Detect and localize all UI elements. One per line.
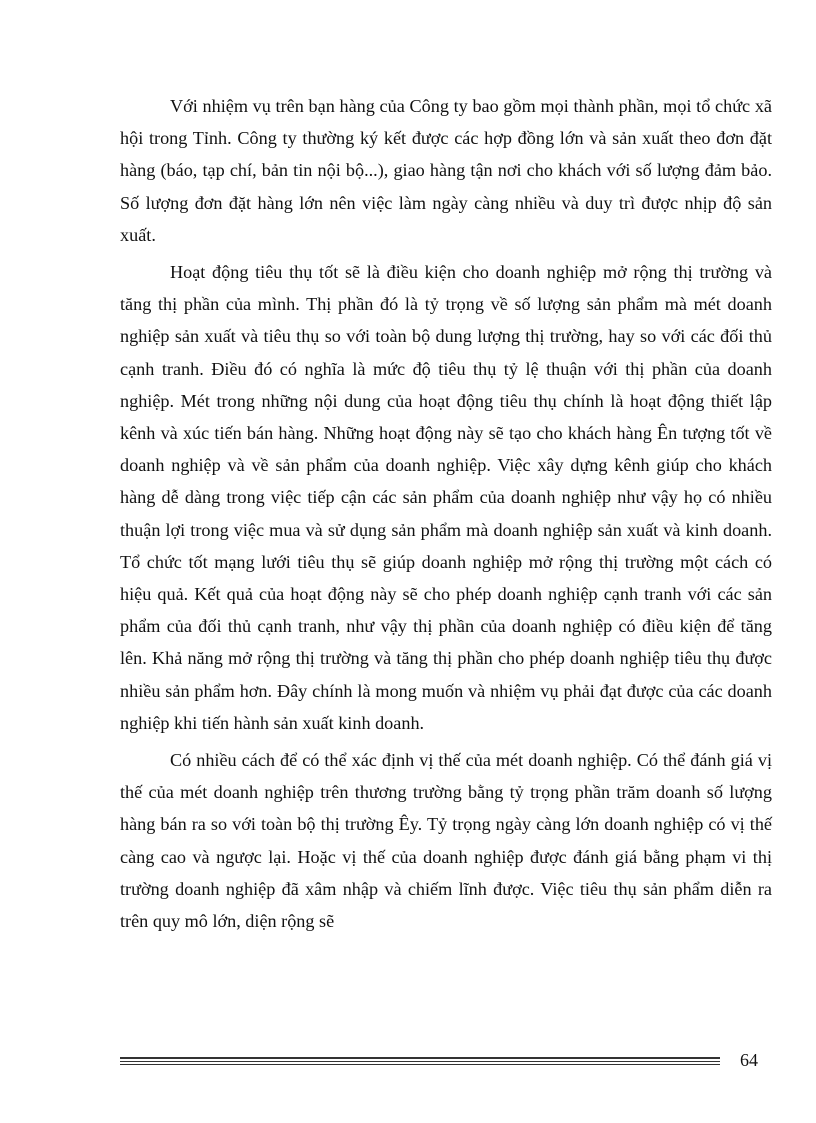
paragraph-2: Hoạt động tiêu thụ tốt sẽ là điều kiện cho doanh nghiệp mở rộng thị trường và tăng thị phần của mình. Thị phần đó là tỷ trọng về số lượng sản phẩm mà mét doanh nghiệp sản xuất và tiêu thụ so với toàn bộ dung lượng thị trường, hay so với các đối thủ cạnh tranh. Điều đó có nghĩa là mức độ tiêu thụ tỷ lệ thuận với thị phần của doanh nghiệp. Mét trong những nội dung của hoạt động tiêu thụ chính là hoạt động thiết lập kênh và xúc tiến bán hàng. Những hoạt động này sẽ tạo cho khách hàng Ên tượng tốt về doanh nghiệp và về sản phẩm của doanh nghiệp. Việc xây dựng kênh giúp cho khách hàng dễ dàng trong việc tiếp cận các sản phẩm của doanh nghiệp như vậy họ có nhiều thuận lợi trong việc mua và sử dụng sản phẩm mà doanh nghiệp sản xuất và kinh doanh. Tổ chức tốt mạng lưới tiêu thụ sẽ giúp doanh nghiệp mở rộng thị trường một cách có hiệu quả. Kết quả của hoạt động này sẽ cho phép doanh nghiệp cạnh tranh với các sản phẩm của đối thủ cạnh tranh, như vậy thị phần của doanh nghiệp có điều kiện để tăng lên. Khả năng mở rộng thị trường và tăng thị phần cho phép doanh nghiệp tiêu thụ được nhiều sản phẩm hơn. Đây chính là mong muốn và nhiệm vụ phải đạt được của các doanh nghiệp khi tiến hành sản xuất kinh doanh. [120, 262, 772, 733]
page-number: 64 [740, 1050, 758, 1070]
footer-divider [120, 1057, 720, 1065]
paragraph-3: Có nhiều cách để có thể xác định vị thế của mét doanh nghiệp. Có thể đánh giá vị thế của mét doanh nghiệp trên thương trường bằng tỷ trọng phần trăm doanh số lượng hàng bán ra so với toàn bộ thị trường Êy. Tỷ trọng ngày càng lớn doanh nghiệp có vị thế càng cao và ngược lại. Hoặc vị thế của doanh nghiệp được đánh giá bằng phạm vi thị trường doanh nghiệp đã xâm nhập và chiếm lĩnh được. Việc tiêu thụ sản phẩm diễn ra trên quy mô lớn, diện rộng sẽ [120, 750, 772, 932]
paragraph-1: Với nhiệm vụ trên bạn hàng của Công ty bao gồm mọi thành phần, mọi tổ chức xã hội trong Tỉnh. Công ty thường ký kết được các hợp đồng lớn và sản xuất theo đơn đặt hàng (báo, tạp chí, bản tin nội bộ...), giao hàng tận nơi cho khách với số lượng đảm bảo. Số lượng đơn đặt hàng lớn nên việc làm ngày càng nhiều và duy trì được nhịp độ sản xuất. [120, 96, 772, 245]
page-body [120, 90, 772, 937]
